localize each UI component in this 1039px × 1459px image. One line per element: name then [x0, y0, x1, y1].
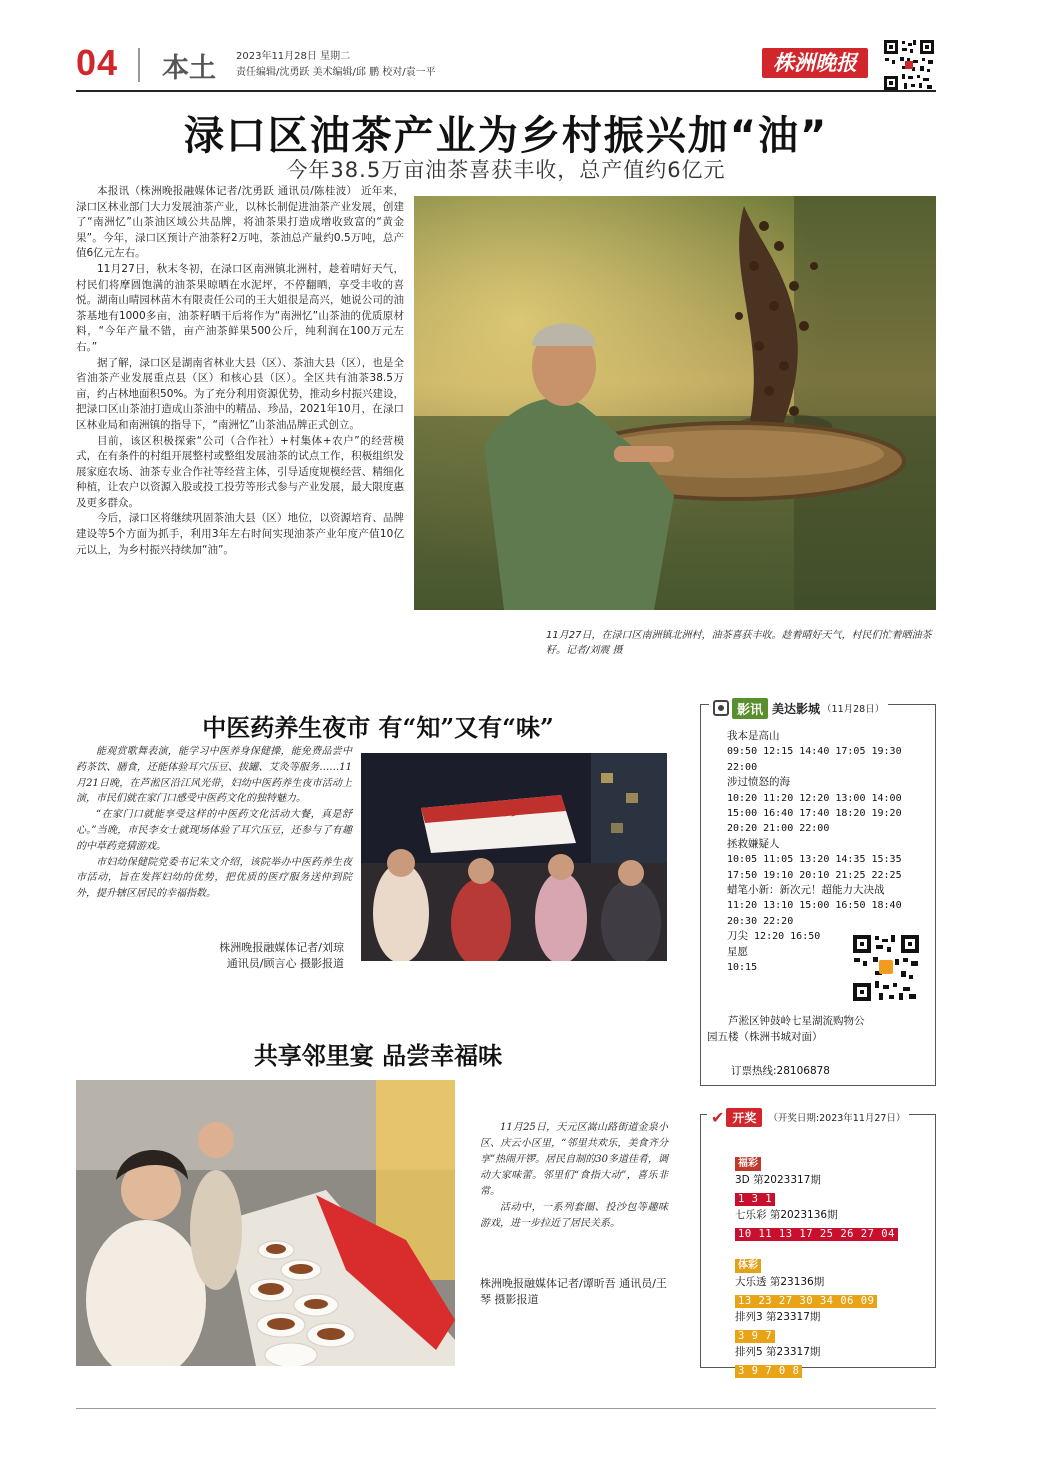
- winning-numbers: 10 11 13 17 25 26 27 04: [735, 1228, 898, 1241]
- cinema-tag: 影讯: [732, 698, 768, 719]
- booth-sign: 名中医问诊: [456, 804, 522, 819]
- winning-numbers: 1 3 1: [735, 1193, 775, 1206]
- draw-name: 排列5 第23317期: [735, 1346, 821, 1358]
- film-row: [727, 929, 847, 944]
- main-photo-caption: 11月27日，在渌口区南洲镇北洲村，油茶喜获丰收。趁着晴好天气，村民们忙着晒油茶籽。记者/刘震 摄: [546, 630, 932, 656]
- draw-name: 3D 第2023317期: [735, 1174, 821, 1186]
- film-title: 星愿: [727, 945, 748, 958]
- draw-name: 大乐透 第23136期: [735, 1276, 825, 1288]
- cinema-name: 美达影城: [772, 701, 821, 716]
- lottery-date: （开奖日期:2023年11月27日）: [768, 1113, 906, 1124]
- lottery-results-box: [700, 1107, 936, 1377]
- draw-name: 七乐彩 第2023136期: [735, 1209, 838, 1221]
- cinema-listings-box: [700, 701, 936, 1086]
- cinema-address: 芦淞区钟鼓岭七星湖流购物公园五楼（株洲书城对面）: [707, 1015, 865, 1043]
- header-divider: [138, 48, 140, 82]
- main-photo: [414, 196, 936, 610]
- winning-numbers: 3 9 7 0 8: [735, 1365, 802, 1378]
- paragraph: 能观赏歌舞表演，能学习中医养身保健操，能免费品尝中药茶饮、膳食，还能体验耳穴压豆、拔罐、艾灸等服务……11月21日晚，在芦淞区沿江风光带，妇幼中医药养生夜市活动上演，市民们就在家门口感受中医药文化的独特魅力。: [76, 746, 352, 805]
- lottery-tag: 开奖: [726, 1108, 762, 1127]
- cinema-date: （11月28日）: [822, 704, 885, 715]
- cinema-phone: 订票热线:28106878: [731, 1065, 830, 1077]
- article3-title: 共享邻里宴 品尝幸福味: [253, 1041, 503, 1070]
- article2-title: 中医药养生夜市 有“知”又有“味”: [202, 713, 554, 742]
- showtimes: 10:05 11:05 13:20 14:35 15:35 17:50 19:10 20:10 21:25 22:25: [727, 854, 902, 881]
- main-article-body: [76, 184, 404, 558]
- header-rule: [76, 90, 936, 92]
- showtimes: 12:20 16:50: [754, 931, 821, 943]
- credit-line: 通讯员/顾言心 摄影报道: [226, 957, 344, 970]
- film-title: 我本是高山: [727, 730, 780, 742]
- paragraph: 11月27日，秋末冬初，在渌口区南洲镇北洲村，趁着晴好天气，村民们将摩圆饱满的油茶果晾晒在水泥坪，不停翻晒，享受丰收的喜悦。湖南山晴园林苗木有限责任公司的王大姐很是高兴，她说公司的油茶基地有1000多亩，油茶籽晒干后将作为“南洲忆”山茶油的优质原材料，“今年产量不错，亩产油茶鲜果500公斤，纯利润在100万元左右。”: [76, 262, 404, 353]
- paragraph: 市妇幼保健院党委书记朱文介绍，该院举办中医药养生夜市活动，旨在发挥妇幼的优势，把优质的医疗服务送仲到院外，提升辖区居民的幸福指数。: [76, 856, 352, 900]
- editors-line: 责任编辑/沈勇跃 美术编辑/邱 鹏 校对/袁一平: [236, 67, 436, 78]
- paragraph: “在家门口就能享受这样的中医药文化活动大餐，真是舒心。”当晚，市民李女士就现场体验了耳穴压豆，还参与了有趣的中草药竞猜游戏。: [76, 809, 352, 852]
- article3-body: [480, 1120, 668, 1232]
- section-name: 本土: [162, 53, 216, 84]
- winning-numbers: 13 23 27 30 34 06 09: [735, 1295, 877, 1308]
- film-title: 拯救嫌疑人: [727, 837, 780, 850]
- showtimes: 11:20 13:10 15:00 16:50 18:40 20:30 22:20: [727, 900, 902, 927]
- paragraph: 11月25日，天元区嵩山路街道金泉小区、庆云小区里，“邻里共欢乐，美食齐分享”热闹开锣。居民自制的30多道佳肴，调动大家味蕾。邻里们“食指大动”，喜乐非常。: [480, 1122, 668, 1197]
- lottery-list: [735, 1151, 935, 1380]
- main-headline: 渌口区油茶产业为乡村振兴加“油”: [183, 113, 829, 159]
- night-market-photo: [361, 753, 667, 961]
- newspaper-logo: 株洲晚报: [762, 48, 868, 78]
- qr-code-icon: [882, 38, 936, 92]
- spacer: [735, 1243, 935, 1253]
- film-title: 涉过愤怒的海: [727, 776, 790, 789]
- lottery-group-label: 福彩: [735, 1157, 761, 1171]
- lottery-group-label: 体彩: [735, 1259, 761, 1273]
- article2-body: [76, 744, 352, 902]
- showtimes: 10:20 11:20 12:20 13:00 14:00 15:00 16:40 17:40 18:20 19:20 20:20 21:00 22:00: [727, 792, 902, 835]
- film-title: 蜡笔小新：新次元！超能力大决战: [727, 884, 885, 897]
- paragraph: 目前，该区积极探索“公司（合作社）+村集体+农户”的经营模式，在有条件的村组开展整村或整组发展油茶的试点工作，积极组织发展家庭农场、油茶专业合作社等经营主体，引导适度规模经营、精细化种植，让农户以资源入股或投工投劳等形式参与产业发展，最大限度惠及更多群众。: [76, 434, 404, 509]
- checkmark-icon: ✔: [711, 1107, 725, 1127]
- footer-rule: [76, 1408, 936, 1409]
- cinema-header: [709, 697, 888, 719]
- lottery-header: [707, 1106, 909, 1128]
- showtimes: 09:50 12:15 14:40 17:05 19:30 22:00: [727, 746, 902, 773]
- main-subheadline: 今年38.5万亩油茶喜获丰收，总产值约6亿元: [286, 158, 726, 182]
- film-title: 刀尖: [727, 930, 748, 943]
- cinema-qr-code-icon: [851, 933, 921, 1003]
- credit-line: 株洲晚报融媒体记者/刘琼: [219, 941, 344, 954]
- paragraph: 本报讯（株洲晚报融媒体记者/沈勇跃 通讯员/陈桂波） 近年来，渌口区林业部门大力发展油茶产业，以林长制促进油茶产业发展，创建了“南洲忆”山茶油区域公共品牌，将油茶果打造成增收致富的“黄金果”。今年，渌口区预计产油茶籽2万吨，茶油总产量约0.5万吨，总产值6亿元左右。: [76, 185, 404, 260]
- neighborhood-feast-photo: [76, 1080, 455, 1366]
- paragraph: 活动中，一系列套圈、投沙包等趣味游戏，进一步拉近了居民关系。: [480, 1202, 668, 1229]
- film-camera-icon: [713, 700, 729, 716]
- article2-credit: [76, 940, 344, 972]
- article3-credit: 株洲晚报融媒体记者/谭昕吾 通讯员/王琴 摄影报道: [480, 1277, 667, 1306]
- paragraph: 据了解，渌口区是湖南省林业大县（区）、茶油大县（区），也是全省油茶产业发展重点县（区）和核心县（区）。全区共有油茶38.5万亩，约占林地面积50%。为了充分利用资源优势，推动乡村振兴建设，把渌口区山茶油打造成山茶油中的精品、珍品，2021年10月，在渌口区林业局和南洲镇的指导下，“南洲忆”山茶油品牌正式创立。: [76, 356, 404, 431]
- issue-date: 2023年11月28日 星期二: [236, 51, 351, 62]
- winning-numbers: 3 9 7: [735, 1330, 775, 1343]
- paragraph: 今后，渌口区将继续巩固茶油大县（区）地位，以资源培育、品牌建设等5个方面为抓手，利用3年左右时间实现油茶产业年度产值10亿元以上，为乡村振兴持续加“油”。: [76, 512, 404, 556]
- showtimes: 10:15: [727, 962, 758, 974]
- page-number: 04: [76, 42, 119, 83]
- draw-name: 排列3 第23317期: [735, 1311, 821, 1323]
